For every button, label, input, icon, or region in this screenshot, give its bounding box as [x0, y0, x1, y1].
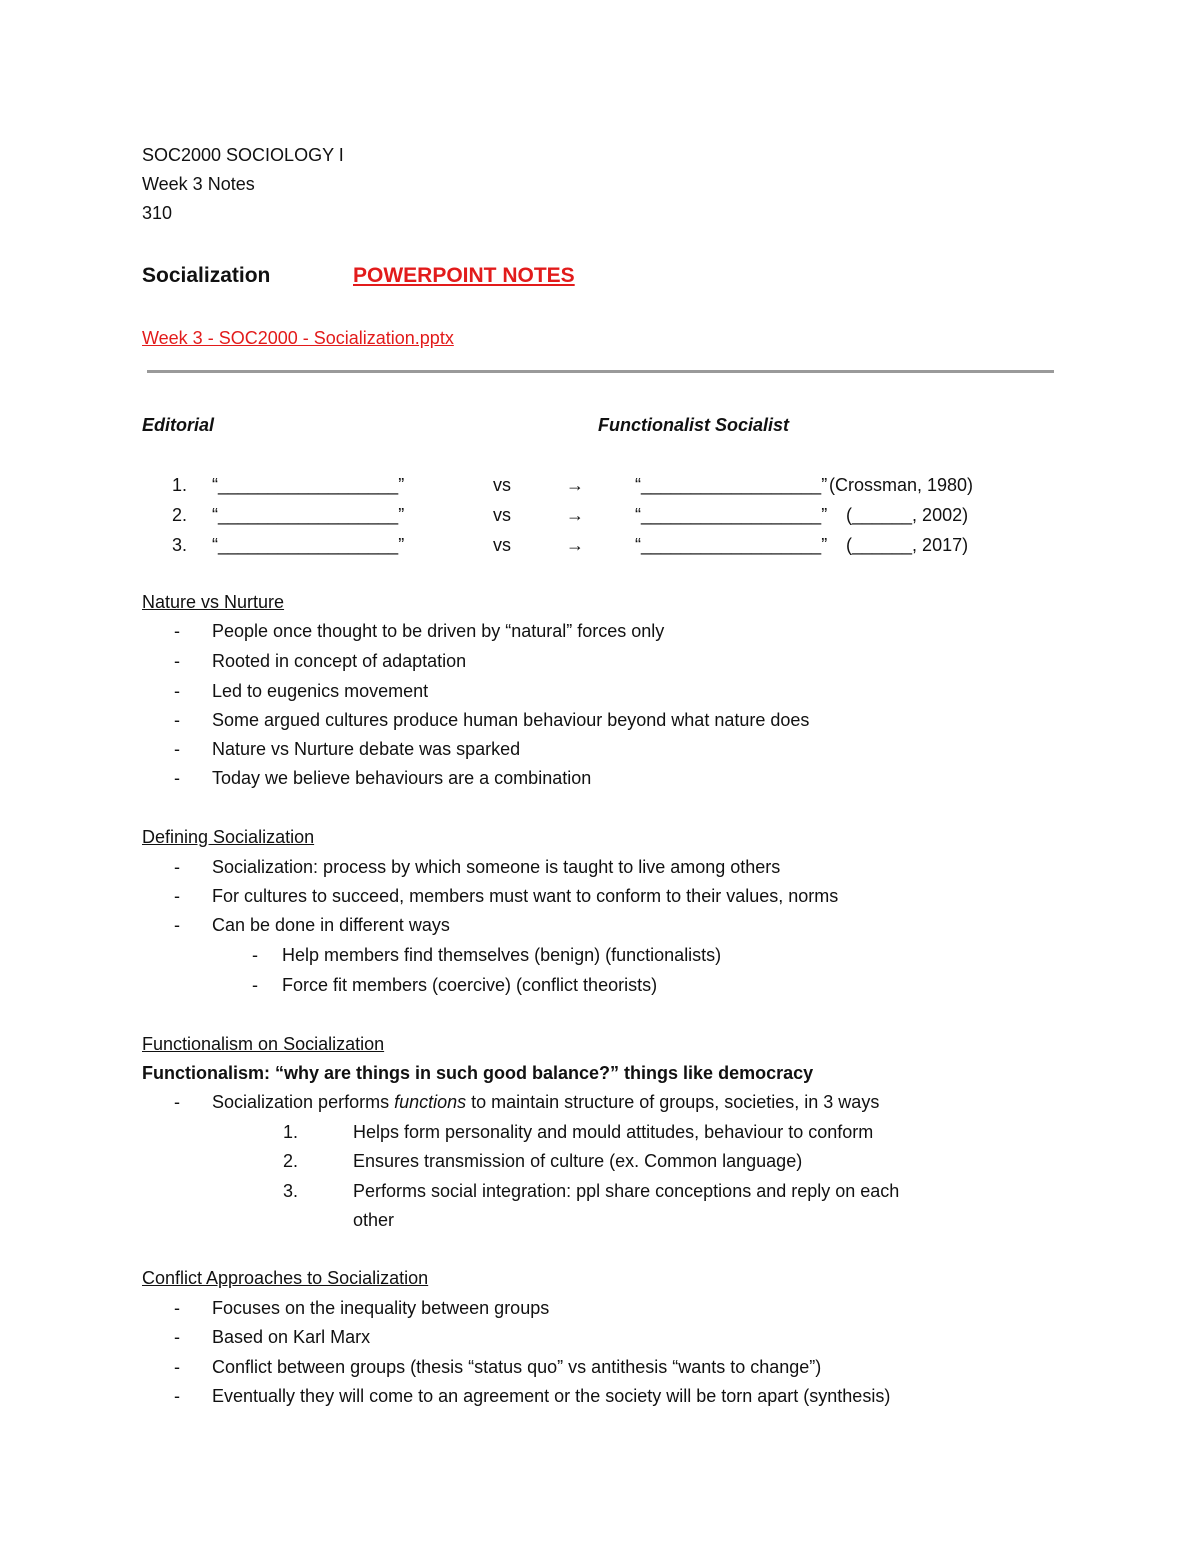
bullet-dash: -	[252, 975, 258, 995]
room-number: 310	[142, 203, 173, 223]
bullet-dash: -	[174, 621, 180, 641]
section-heading-nature: Nature vs Nurture	[142, 592, 285, 612]
bullet-dash: -	[174, 915, 180, 935]
bullet-text: Conflict between groups (thesis “status quo” vs antithesis “wants to change”)	[212, 1357, 822, 1377]
left-blank: “__________________”	[212, 505, 405, 525]
bullet-dash: -	[174, 1327, 180, 1347]
pptx-file-link[interactable]: Week 3 - SOC2000 - Socialization.pptx	[142, 328, 454, 348]
left-blank: “__________________”	[212, 475, 405, 495]
item-number: 1.	[283, 1122, 299, 1142]
bullet-text: Based on Karl Marx	[212, 1327, 371, 1347]
vs-label: vs	[493, 535, 511, 555]
editorial-heading: Editorial	[142, 415, 215, 435]
vs-label: vs	[493, 475, 511, 495]
item-number: 2.	[283, 1151, 299, 1171]
bullet-dash: -	[174, 857, 180, 877]
bullet-text: Socialization: process by which someone is taught to live among others	[212, 857, 781, 877]
bullet-dash: -	[174, 1386, 180, 1406]
bullet-text: For cultures to succeed, members must want to conform to their values, norms	[212, 886, 839, 906]
bullet-text: Force fit members (coercive) (conflict theorists)	[282, 975, 658, 995]
section-heading-functionalism: Functionalism on Socialization	[142, 1034, 385, 1054]
bullet-text: People once thought to be driven by “natural” forces only	[212, 621, 665, 641]
vs-label: vs	[493, 505, 511, 525]
arrow-right-icon: →	[566, 505, 584, 525]
arrow-right-icon: →	[566, 535, 584, 555]
bullet-dash: -	[174, 710, 180, 730]
bullet-text-part: Socialization performs	[212, 1092, 395, 1112]
bullet-text-part: to maintain structure of groups, societies, in 3 ways	[466, 1092, 880, 1112]
bullet-text: Today we believe behaviours are a combination	[212, 768, 592, 788]
item-text: Ensures transmission of culture (ex. Common language)	[353, 1151, 803, 1171]
right-blank: “__________________”	[635, 505, 828, 525]
item-text-continued: other	[353, 1210, 395, 1230]
course-title: SOC2000 SOCIOLOGY I	[142, 145, 344, 165]
bullet-dash: -	[174, 1092, 180, 1112]
horizontal-rule	[147, 370, 1054, 373]
functionalism-definition: Functionalism: “why are things in such good balance?” things like democracy	[142, 1063, 814, 1083]
bullet-text: Nature vs Nurture debate was sparked	[212, 739, 521, 759]
left-blank: “__________________”	[212, 535, 405, 555]
bullet-dash: -	[174, 739, 180, 759]
section-heading-conflict: Conflict Approaches to Socialization	[142, 1268, 429, 1288]
arrow-right-icon: →	[566, 475, 584, 495]
bullet-dash: -	[174, 886, 180, 906]
bullet-text: Led to eugenics movement	[212, 681, 429, 701]
section-heading-defining: Defining Socialization	[142, 827, 315, 847]
bullet-dash: -	[174, 768, 180, 788]
bullet-dash: -	[174, 651, 180, 671]
bullet-text: Can be done in different ways	[212, 915, 450, 935]
row-number: 2.	[172, 505, 188, 525]
row-number: 3.	[172, 535, 188, 555]
right-blank: “__________________”	[635, 475, 828, 495]
functionalist-socialist-heading: Functionalist Socialist	[598, 415, 790, 435]
bullet-dash: -	[174, 1298, 180, 1318]
citation: (______, 2017)	[846, 535, 969, 555]
bullet-text: Rooted in concept of adaptation	[212, 651, 467, 671]
item-text: Helps form personality and mould attitudes, behaviour to conform	[353, 1122, 874, 1142]
bullet-dash: -	[174, 1357, 180, 1377]
bullet-text	[212, 1092, 879, 1113]
bullet-text: Eventually they will come to an agreement or the society will be torn apart (synthesis)	[212, 1386, 891, 1406]
bullet-text: Some argued cultures produce human behaviour beyond what nature does	[212, 710, 810, 730]
item-number: 3.	[283, 1181, 299, 1201]
citation: (______, 2002)	[846, 505, 969, 525]
bullet-text-emphasis: functions	[394, 1092, 467, 1112]
item-text: Performs social integration: ppl share conceptions and reply on each	[353, 1181, 900, 1201]
row-number: 1.	[172, 475, 188, 495]
topic-title: Socialization	[142, 264, 271, 287]
bullet-text: Focuses on the inequality between groups	[212, 1298, 550, 1318]
powerpoint-notes-label: POWERPOINT NOTES	[353, 264, 575, 287]
citation: (Crossman, 1980)	[829, 475, 974, 495]
right-blank: “__________________”	[635, 535, 828, 555]
bullet-dash: -	[174, 681, 180, 701]
week-label: Week 3 Notes	[142, 174, 255, 194]
bullet-dash: -	[252, 945, 258, 965]
bullet-text: Help members find themselves (benign) (functionalists)	[282, 945, 722, 965]
